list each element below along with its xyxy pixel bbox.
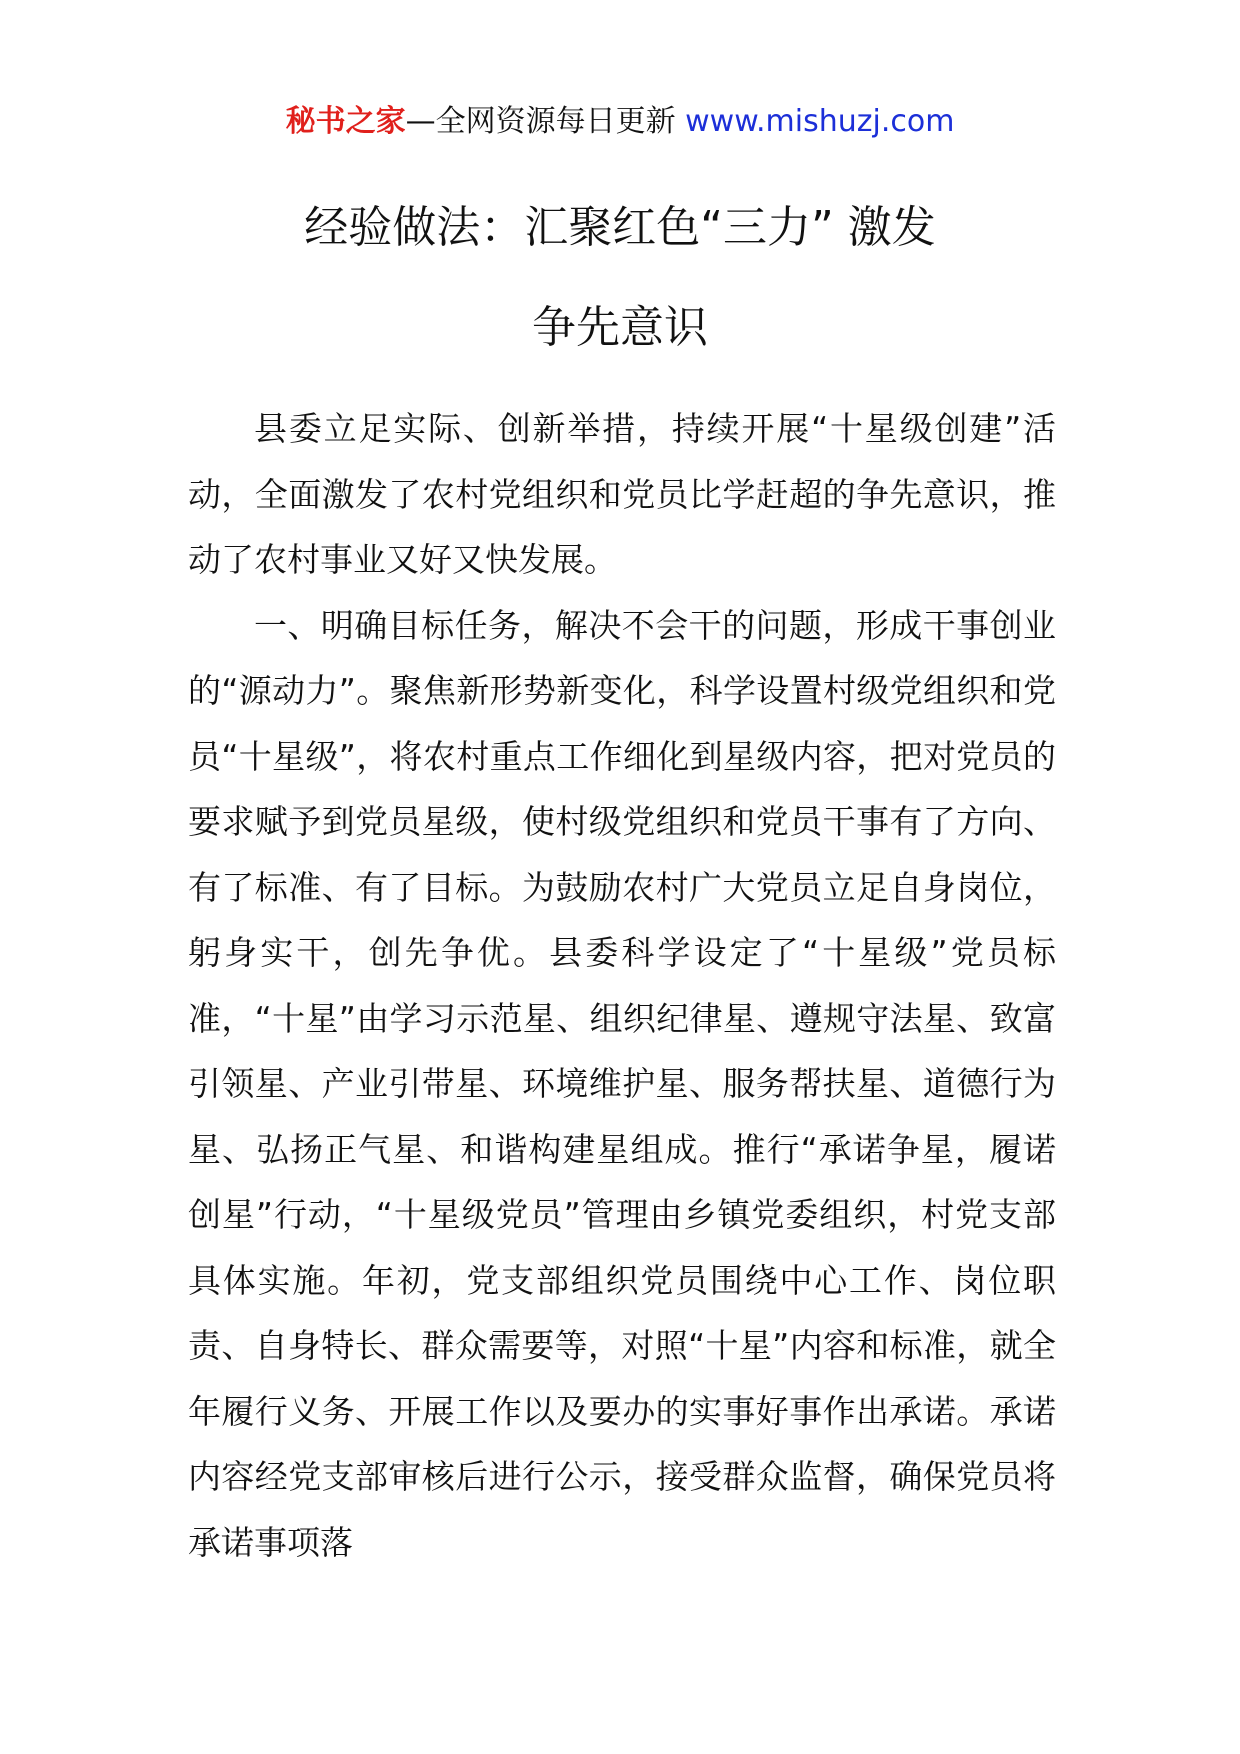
paragraph-section-1: 一、明确目标任务，解决不会干的问题，形成干事创业的“源动力”。聚焦新形势新变化，科学设置村级党组织和党员“十星级”，将农村重点工作细化到星级内容，把对党员的要求赋予到党员星级，使村级党组织和党员干事有了方向、有了标准、有了目标。为鼓励农村广大党员立足自身岗位，躬身实干，创先争优。县委科学设定了“十星级”党员标准，“十星”由学习示范星、组织纪律星、遵规守法星、致富引领星、产业引带星、环境维护星、服务帮扶星、道德行为星、弘扬正气星、和谐构建星组成。推行“承诺争星，履诺创星”行动，“十星级党员”管理由乡镇党委组织，村党支部具体实施。年初，党支部组织党员围绕中心工作、岗位职责、自身特长、群众需要等，对照“十星”内容和标准，就全年履行义务、开展工作以及要办的实事好事作出承诺。承诺内容经党支部审核后进行公示，接受群众监督，确保党员将承诺事项落 [188,605,1056,1562]
brand-name: 秘书之家 [285,104,406,139]
paragraph-intro: 县委立足实际、创新举措，持续开展“十星级创建”活动，全面激发了农村党组织和党员比学赶超的争先意识，推动了农村事业又好又快发展。 [188,409,1056,579]
document-title-line-2: 争先意识 [532,302,708,353]
document-body [188,396,1056,1575]
document-title-line-1: 经验做法：汇聚红色“三力” 激发 [304,202,936,253]
header-tagline: —全网资源每日更新 [405,104,676,139]
header-banner [0,100,1240,144]
site-url-link[interactable]: www.mishuzj.com [685,104,955,139]
